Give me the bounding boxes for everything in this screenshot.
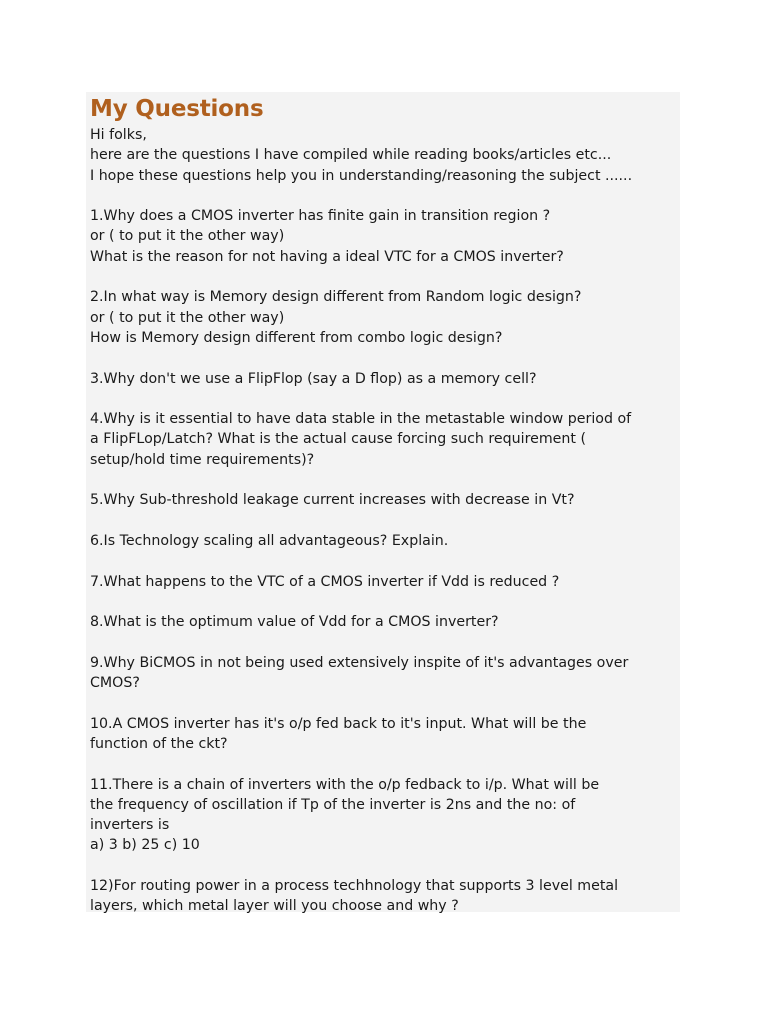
question-line: What is the reason for not having a ideal VTC for a CMOS inverter? [90,248,564,265]
question-line: 10.A CMOS inverter has it's o/p fed back to it's input. What will be the [90,715,587,732]
question-line: 9.Why BiCMOS in not being used extensively inspite of it's advantages over [90,654,629,671]
question-line: 1.Why does a CMOS inverter has finite gain in transition region ? [90,208,551,225]
question-line: setup/hold time requirements)? [90,451,315,468]
question-6 [90,531,680,551]
question-line: How is Memory design different from combo logic design? [90,329,503,346]
question-5 [90,490,680,510]
intro-paragraph [90,125,680,186]
intro-line: I hope these questions help you in understanding/reasoning the subject ...... [90,167,633,184]
question-line: 8.What is the optimum value of Vdd for a CMOS inverter? [90,614,499,631]
question-line: inverters is [90,817,170,834]
question-line: 2.In what way is Memory design different from Random logic design? [90,289,582,306]
question-line: 7.What happens to the VTC of a CMOS inverter if Vdd is reduced ? [90,573,560,590]
question-line: 12)For routing power in a process techhnology that supports 3 level metal [90,877,619,894]
question-11 [90,775,680,856]
question-line: a) 3 b) 25 c) 10 [90,837,200,854]
question-line: layers, which metal layer will you choose and why ? [90,898,459,915]
question-12 [90,876,680,917]
page-title: My Questions [90,96,264,122]
question-line: 5.Why Sub-threshold leakage current increases with decrease in Vt? [90,492,575,509]
question-1 [90,206,680,267]
question-3 [90,369,680,389]
question-line: 6.Is Technology scaling all advantageous? Explain. [90,532,449,549]
question-8 [90,612,680,632]
intro-line: here are the questions I have compiled while reading books/articles etc... [90,147,612,164]
question-line: a FlipFLop/Latch? What is the actual cause forcing such requirement ( [90,431,586,448]
question-line: 11.There is a chain of inverters with the o/p fedback to i/p. What will be [90,776,600,793]
question-7 [90,572,680,592]
intro-line: Hi folks, [90,127,147,143]
question-4 [90,409,680,470]
question-line: the frequency of oscillation if Tp of the inverter is 2ns and the no: of [90,796,576,813]
question-line: 4.Why is it essential to have data stable in the metastable window period of [90,411,632,428]
question-9 [90,653,680,694]
question-10 [90,714,680,755]
document-content [90,92,680,937]
question-line: CMOS? [90,675,140,692]
document-page [86,92,680,915]
question-line: or ( to put it the other way) [90,309,285,326]
question-line: function of the ckt? [90,735,228,752]
question-line: 3.Why don't we use a FlipFlop (say a D flop) as a memory cell? [90,370,537,387]
question-line: or ( to put it the other way) [90,228,285,245]
question-2 [90,287,680,348]
